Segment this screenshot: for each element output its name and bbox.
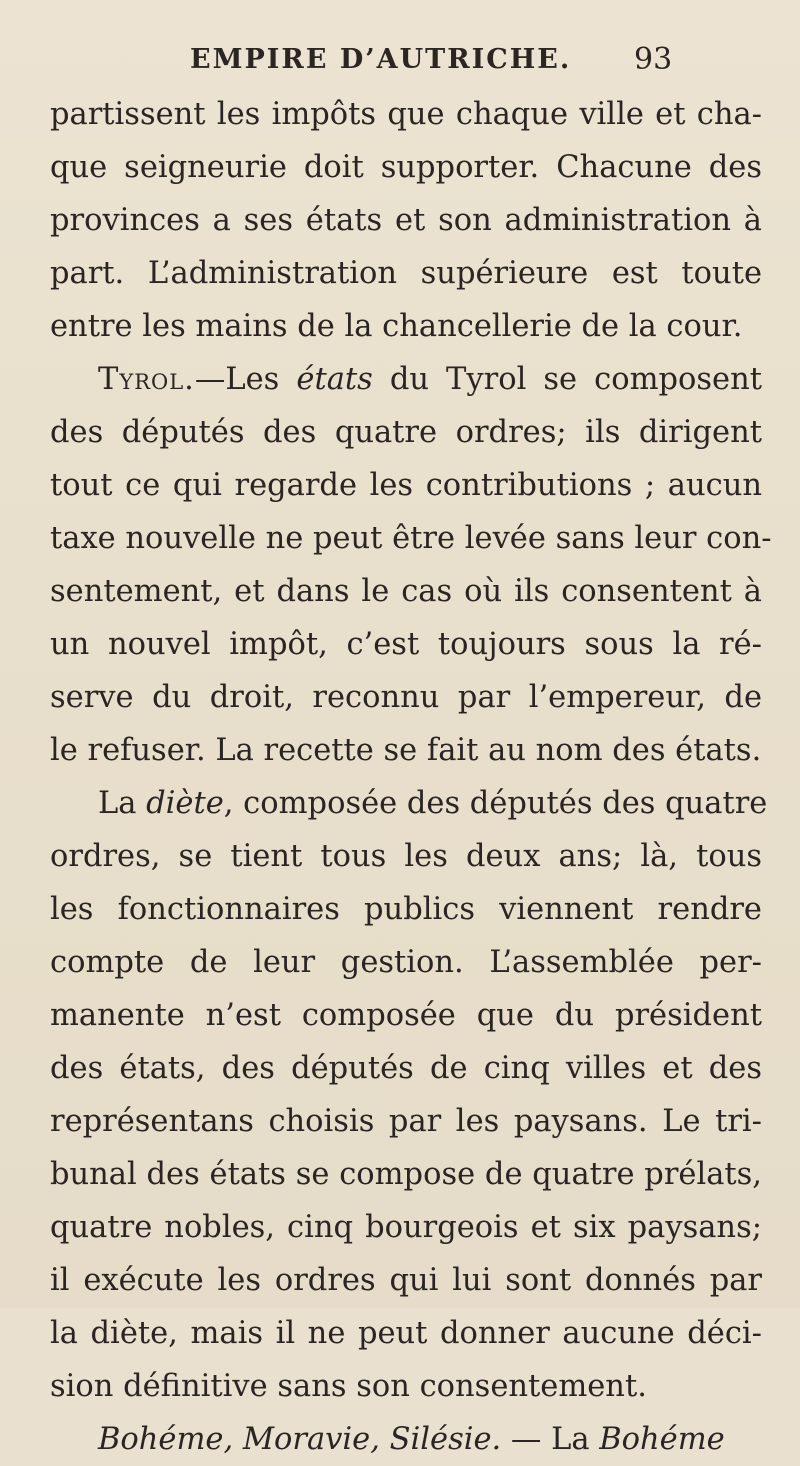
text-line-diete	[50, 777, 768, 830]
running-title: EMPIRE D’AUTRICHE.	[190, 44, 572, 75]
text-line: quatre nobles, cinq bourgeois et six paysans;	[50, 1210, 762, 1245]
text-line: des états, des députés de cinq villes et des	[50, 1051, 762, 1086]
text-fragment: —Les	[194, 362, 280, 397]
text-line: ordres, se tient tous les deux ans; là, tous	[50, 839, 762, 874]
italic-diete: diète	[146, 786, 224, 821]
italic-provinces: Bohéme, Moravie, Silésie.	[98, 1422, 502, 1457]
text-line: manente n’est composée que du président	[50, 998, 762, 1033]
text-line: la diète, mais il ne peut donner aucune déci-	[50, 1316, 762, 1351]
text-fragment: du Tyrol se composent	[389, 362, 762, 397]
text-line: sion définitive sans son consentement.	[50, 1369, 647, 1404]
text-line: partissent les impôts que chaque ville et cha-	[50, 97, 762, 132]
text-line: bunal des états se compose de quatre prélats,	[50, 1157, 762, 1192]
section-heading-tyrol: Tyrol.	[98, 362, 195, 397]
text-fragment: , composée des députés des quatre	[223, 786, 768, 821]
text-line: compte de leur gestion. L’assemblée per-	[50, 945, 762, 980]
text-line: tout ce qui regarde les contributions ; aucun	[50, 468, 762, 503]
text-line: représentans choisis par les paysans. Le tri-	[50, 1104, 762, 1139]
text-line-tyrol	[50, 353, 762, 406]
text-fragment: — La	[510, 1422, 590, 1457]
text-line: des députés des quatre ordres; ils dirigent	[50, 415, 762, 450]
text-line: les fonctionnaires publics viennent rendre	[50, 892, 762, 927]
text-line: un nouvel impôt, c’est toujours sous la ré-	[50, 627, 762, 662]
running-head	[0, 38, 800, 88]
italic-etats: états	[296, 362, 373, 397]
text-line: part. L’administration supérieure est toute	[50, 256, 762, 291]
body-text	[50, 88, 772, 1466]
text-line: que seigneurie doit supporter. Chacune des	[50, 150, 762, 185]
text-line: serve du droit, reconnu par l’empereur, de	[50, 680, 762, 715]
text-fragment: La	[98, 786, 137, 821]
text-line: provinces a ses états et son administration à	[50, 203, 762, 238]
text-line: il exécute les ordres qui lui sont donnés par	[50, 1263, 762, 1298]
page-number: 93	[634, 42, 673, 77]
text-line: sentement, et dans le cas où ils consentent à	[50, 574, 762, 609]
italic-boheme: Bohéme	[599, 1422, 725, 1457]
text-line-boheme	[50, 1413, 762, 1466]
text-line: taxe nouvelle ne peut être levée sans leur con-	[50, 521, 772, 556]
text-line: entre les mains de la chancellerie de la cour.	[50, 309, 743, 344]
text-line: le refuser. La recette se fait au nom des états.	[50, 733, 762, 768]
